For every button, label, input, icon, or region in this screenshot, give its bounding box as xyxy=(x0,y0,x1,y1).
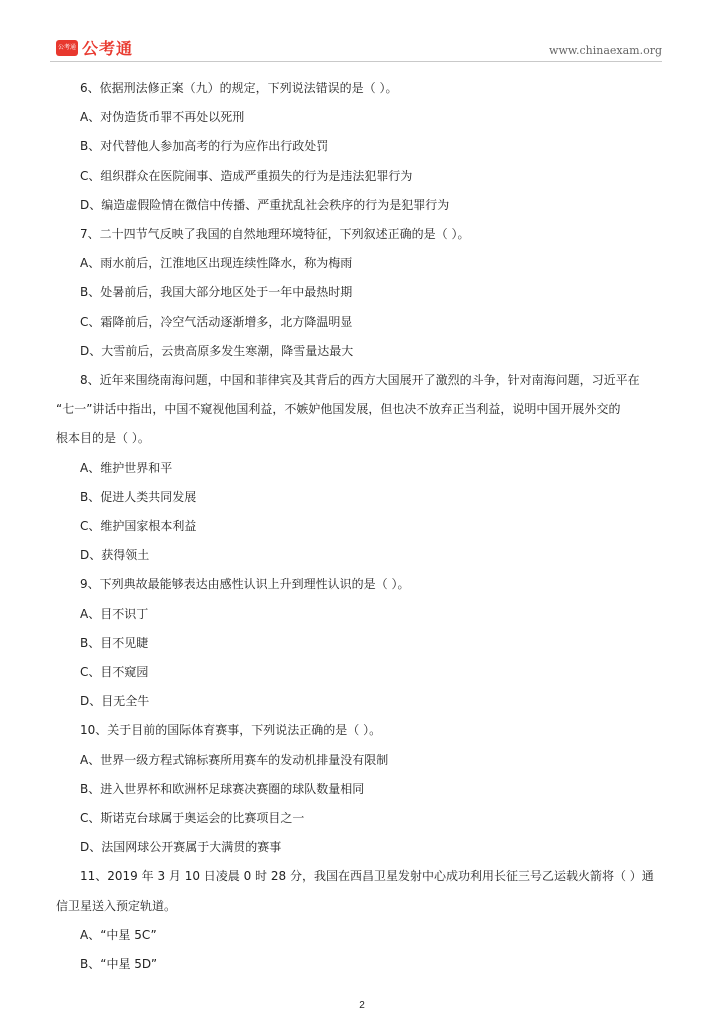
answer-option: D、大雪前后，云贵高原多发生寒潮，降雪量达最大 xyxy=(80,343,354,358)
answer-option: A、雨水前后，江淮地区出现连续性降水，称为梅雨 xyxy=(80,256,353,271)
answer-option: D、法国网球公开赛属于大满贯的赛事 xyxy=(80,840,282,855)
page-header xyxy=(50,30,662,60)
answer-option: A、目不识丁 xyxy=(80,606,149,621)
question-stem: 11、2019 年 3 月 10 日凌晨 0 时 28 分，我国在西昌卫星发射中心成功利用长征三号乙运载火箭将（ ）通 xyxy=(80,869,654,884)
question-stem: 7、二十四节气反映了我国的自然地理环境特征，下列叙述正确的是（ ）。 xyxy=(80,227,470,241)
logo-badge-icon: 公考通 xyxy=(56,40,78,56)
site-url: www.chinaexam.org xyxy=(549,44,662,57)
answer-option: C、组织群众在医院闹事、造成严重损失的行为是违法犯罪行为 xyxy=(80,168,413,183)
page-number: 2 xyxy=(359,1000,365,1011)
answer-option: D、编造虚假险情在微信中传播、严重扰乱社会秩序的行为是犯罪行为 xyxy=(80,197,450,212)
answer-option: B、进入世界杯和欧洲杯足球赛决赛圈的球队数量相同 xyxy=(80,781,365,796)
question-stem-continued: “七一”讲话中指出，中国不窥视他国利益，不嫉妒他国发展，但也决不放弃正当利益，说明中国开展外交的 xyxy=(56,402,621,417)
question-stem: 6、依据刑法修正案（九）的规定，下列说法错误的是（ ）。 xyxy=(80,81,398,95)
header-divider xyxy=(50,61,662,62)
answer-option: D、获得领土 xyxy=(80,548,150,563)
answer-option: B、促进人类共同发展 xyxy=(80,489,197,504)
answer-option: B、“中星 5D” xyxy=(80,957,158,971)
answer-option: B、对代替他人参加高考的行为应作出行政处罚 xyxy=(80,139,329,154)
brand-logo xyxy=(56,36,133,59)
logo-text: 公考通 xyxy=(82,39,134,58)
answer-option: A、“中星 5C” xyxy=(80,927,157,942)
answer-option: A、维护世界和平 xyxy=(80,460,173,475)
answer-option: D、目无全牛 xyxy=(80,694,150,709)
answer-option: C、维护国家根本利益 xyxy=(80,519,197,533)
answer-option: C、斯诺克台球属于奥运会的比赛项目之一 xyxy=(80,811,305,825)
answer-option: A、对伪造货币罪不再处以死刑 xyxy=(80,110,245,125)
question-stem: 8、近年来围绕南海问题，中国和菲律宾及其背后的西方大国展开了激烈的斗争，针对南海问题，习近平在 xyxy=(80,373,640,387)
answer-option: C、目不窥园 xyxy=(80,665,149,679)
question-stem-continued: 根本目的是（ ）。 xyxy=(56,431,150,446)
answer-option: C、霜降前后，冷空气活动逐渐增多，北方降温明显 xyxy=(80,314,353,329)
answer-option: B、目不见睫 xyxy=(80,635,149,650)
question-stem-continued: 信卫星送入预定轨道。 xyxy=(56,898,177,913)
question-stem: 9、下列典故最能够表达由感性认识上升到理性认识的是（ ）。 xyxy=(80,577,410,592)
question-stem: 10、关于目前的国际体育赛事，下列说法正确的是（ ）。 xyxy=(80,723,382,738)
answer-option: A、世界一级方程式锦标赛所用赛车的发动机排量没有限制 xyxy=(80,752,389,767)
answer-option: B、处暑前后，我国大部分地区处于一年中最热时期 xyxy=(80,285,353,300)
